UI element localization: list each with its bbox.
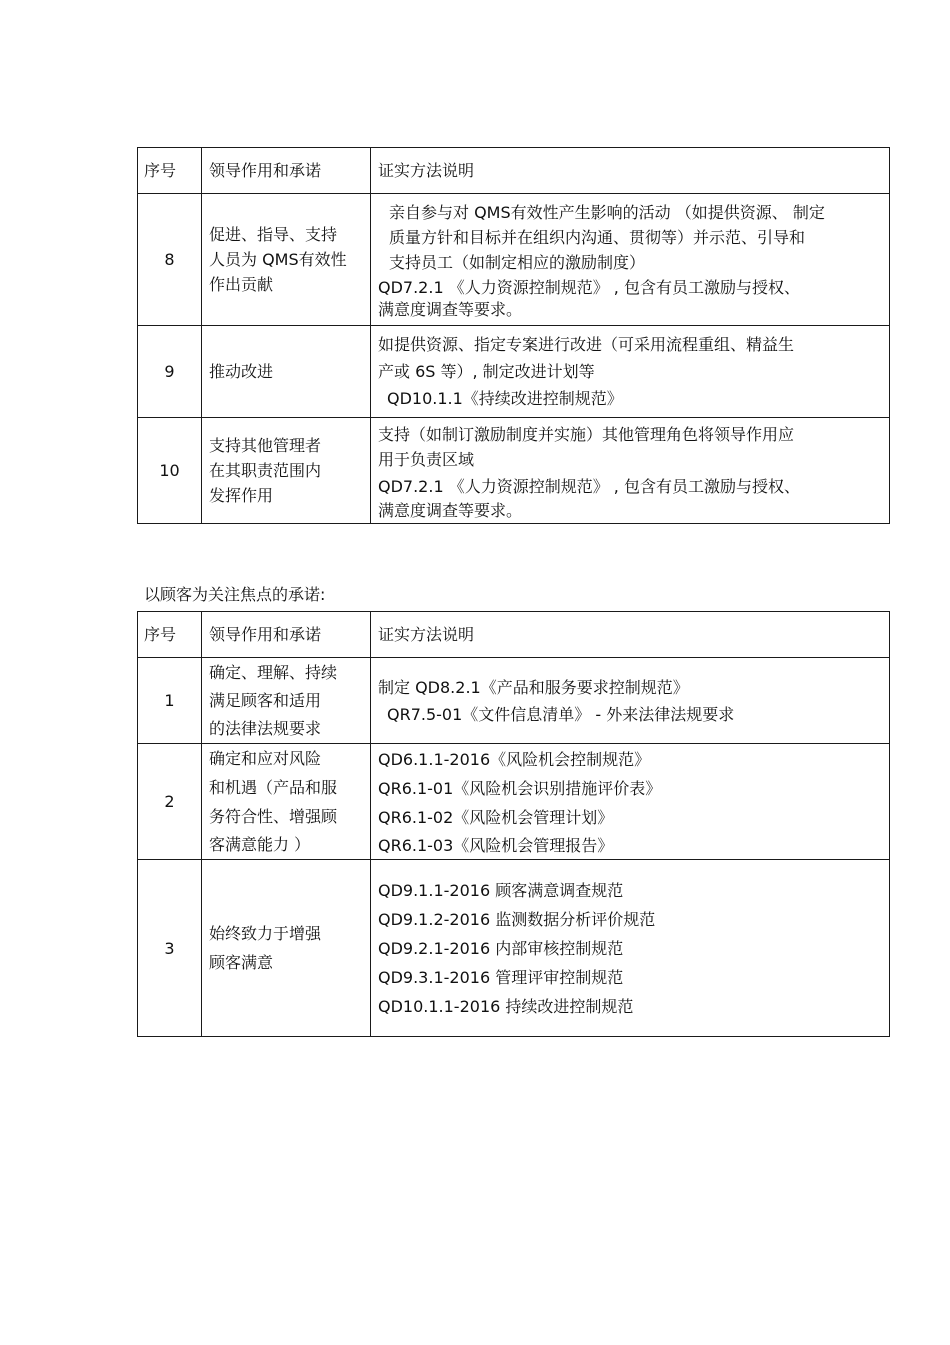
commitment-cell bbox=[202, 744, 371, 860]
table-row bbox=[138, 194, 890, 326]
row-number: 1 bbox=[138, 658, 202, 744]
evidence-line: QR7.5-01《文件信息清单》 - 外来法律法规要求 bbox=[387, 704, 735, 724]
header-no: 序号 bbox=[138, 148, 202, 194]
evidence-line: 制定 QD8.2.1《产品和服务要求控制规范》 bbox=[378, 677, 689, 697]
evidence-line: QD9.3.1-2016 管理评审控制规范 bbox=[378, 968, 624, 987]
row-number: 2 bbox=[138, 744, 202, 860]
commitment-line: 务符合性、增强顾 bbox=[209, 807, 338, 826]
evidence-cell bbox=[371, 418, 890, 524]
row-number: 8 bbox=[138, 194, 202, 326]
header-commitment: 领导作用和承诺 bbox=[202, 148, 371, 194]
header-no: 序号 bbox=[138, 612, 202, 658]
commitment-line: 满足顾客和适用 bbox=[209, 690, 322, 710]
header-evidence: 证实方法说明 bbox=[371, 148, 890, 194]
evidence-line: 如提供资源、指定专案进行改进（可采用流程重组、精益生 bbox=[378, 335, 795, 354]
table-row bbox=[138, 658, 890, 744]
commitment-cell bbox=[202, 194, 371, 326]
commitment-line: 推动改进 bbox=[209, 362, 274, 381]
evidence-line: QR6.1-01《风险机会识别措施评价表》 bbox=[378, 778, 662, 798]
commitment-line: 确定、理解、持续 bbox=[209, 662, 338, 682]
evidence-line: QD6.1.1-2016《风险机会控制规范》 bbox=[378, 749, 651, 769]
commitment-line: 作出贡献 bbox=[209, 275, 274, 294]
row-number: 3 bbox=[138, 860, 202, 1037]
evidence-line: 用于负责区域 bbox=[378, 449, 475, 469]
evidence-line: 产或 6S 等）, 制定改进计划等 bbox=[378, 362, 595, 381]
commitment-line: 和机遇（产品和服 bbox=[209, 778, 338, 797]
commitment-line: 促进、指导、支持 bbox=[209, 225, 338, 244]
evidence-line: QD7.2.1 《人力资源控制规范》 , 包含有员工激励与授权、 bbox=[378, 476, 800, 496]
table-row bbox=[138, 326, 890, 418]
evidence-cell bbox=[371, 194, 890, 326]
evidence-line: QD10.1.1《持续改进控制规范》 bbox=[387, 389, 623, 408]
table-row bbox=[138, 744, 890, 860]
commitment-line: 始终致力于增强 bbox=[209, 924, 322, 943]
commitment-cell bbox=[202, 658, 371, 744]
evidence-line: QR6.1-02《风险机会管理计划》 bbox=[378, 807, 614, 827]
commitment-line: 确定和应对风险 bbox=[209, 749, 322, 768]
evidence-line: QD9.2.1-2016 内部审核控制规范 bbox=[378, 939, 624, 958]
evidence-line: QR6.1-03《风险机会管理报告》 bbox=[378, 835, 614, 855]
evidence-line: QD7.2.1 《人力资源控制规范》 , 包含有员工激励与授权、 bbox=[378, 277, 800, 297]
evidence-cell bbox=[371, 860, 890, 1037]
header-evidence: 证实方法说明 bbox=[371, 612, 890, 658]
table-header-row bbox=[138, 148, 890, 194]
table-row bbox=[138, 418, 890, 524]
header-commitment: 领导作用和承诺 bbox=[202, 612, 371, 658]
evidence-line: 满意度调查等要求。 bbox=[378, 500, 523, 520]
evidence-line: 支持（如制订激励制度并实施）其他管理角色将领导作用应 bbox=[378, 424, 795, 444]
leadership-table-1 bbox=[137, 147, 890, 524]
commitment-line: 的法律法规要求 bbox=[209, 718, 322, 738]
row-number: 9 bbox=[138, 326, 202, 418]
evidence-line: 亲自参与对 QMS有效性产生影响的活动 （如提供资源、 制定 bbox=[389, 202, 825, 222]
commitment-line: 支持其他管理者 bbox=[209, 436, 322, 455]
commitment-line: 在其职责范围内 bbox=[209, 461, 322, 480]
commitment-line: 发挥作用 bbox=[209, 486, 274, 505]
commitment-cell bbox=[202, 418, 371, 524]
evidence-line: QD10.1.1-2016 持续改进控制规范 bbox=[378, 997, 634, 1016]
commitment-line: 顾客满意 bbox=[209, 953, 274, 972]
evidence-line: QD9.1.1-2016 顾客满意调查规范 bbox=[378, 881, 624, 900]
section-caption: 以顾客为关注焦点的承诺: bbox=[144, 585, 326, 604]
commitment-line: 客满意能力 ） bbox=[209, 835, 311, 854]
evidence-cell bbox=[371, 744, 890, 860]
evidence-cell bbox=[371, 658, 890, 744]
table-header-row bbox=[138, 612, 890, 658]
row-number: 10 bbox=[138, 418, 202, 524]
evidence-line: 支持员工（如制定相应的激励制度） bbox=[389, 252, 646, 272]
evidence-cell bbox=[371, 326, 890, 418]
commitment-cell bbox=[202, 860, 371, 1037]
commitment-cell bbox=[202, 326, 371, 418]
evidence-line: QD9.1.2-2016 监测数据分析评价规范 bbox=[378, 910, 656, 929]
commitment-line: 人员为 QMS有效性 bbox=[209, 250, 347, 269]
customer-focus-table bbox=[137, 611, 890, 1037]
evidence-line: 满意度调查等要求。 bbox=[378, 299, 523, 319]
table-row bbox=[138, 860, 890, 1037]
evidence-line: 质量方针和目标并在组织内沟通、贯彻等）并示范、引导和 bbox=[389, 227, 806, 247]
